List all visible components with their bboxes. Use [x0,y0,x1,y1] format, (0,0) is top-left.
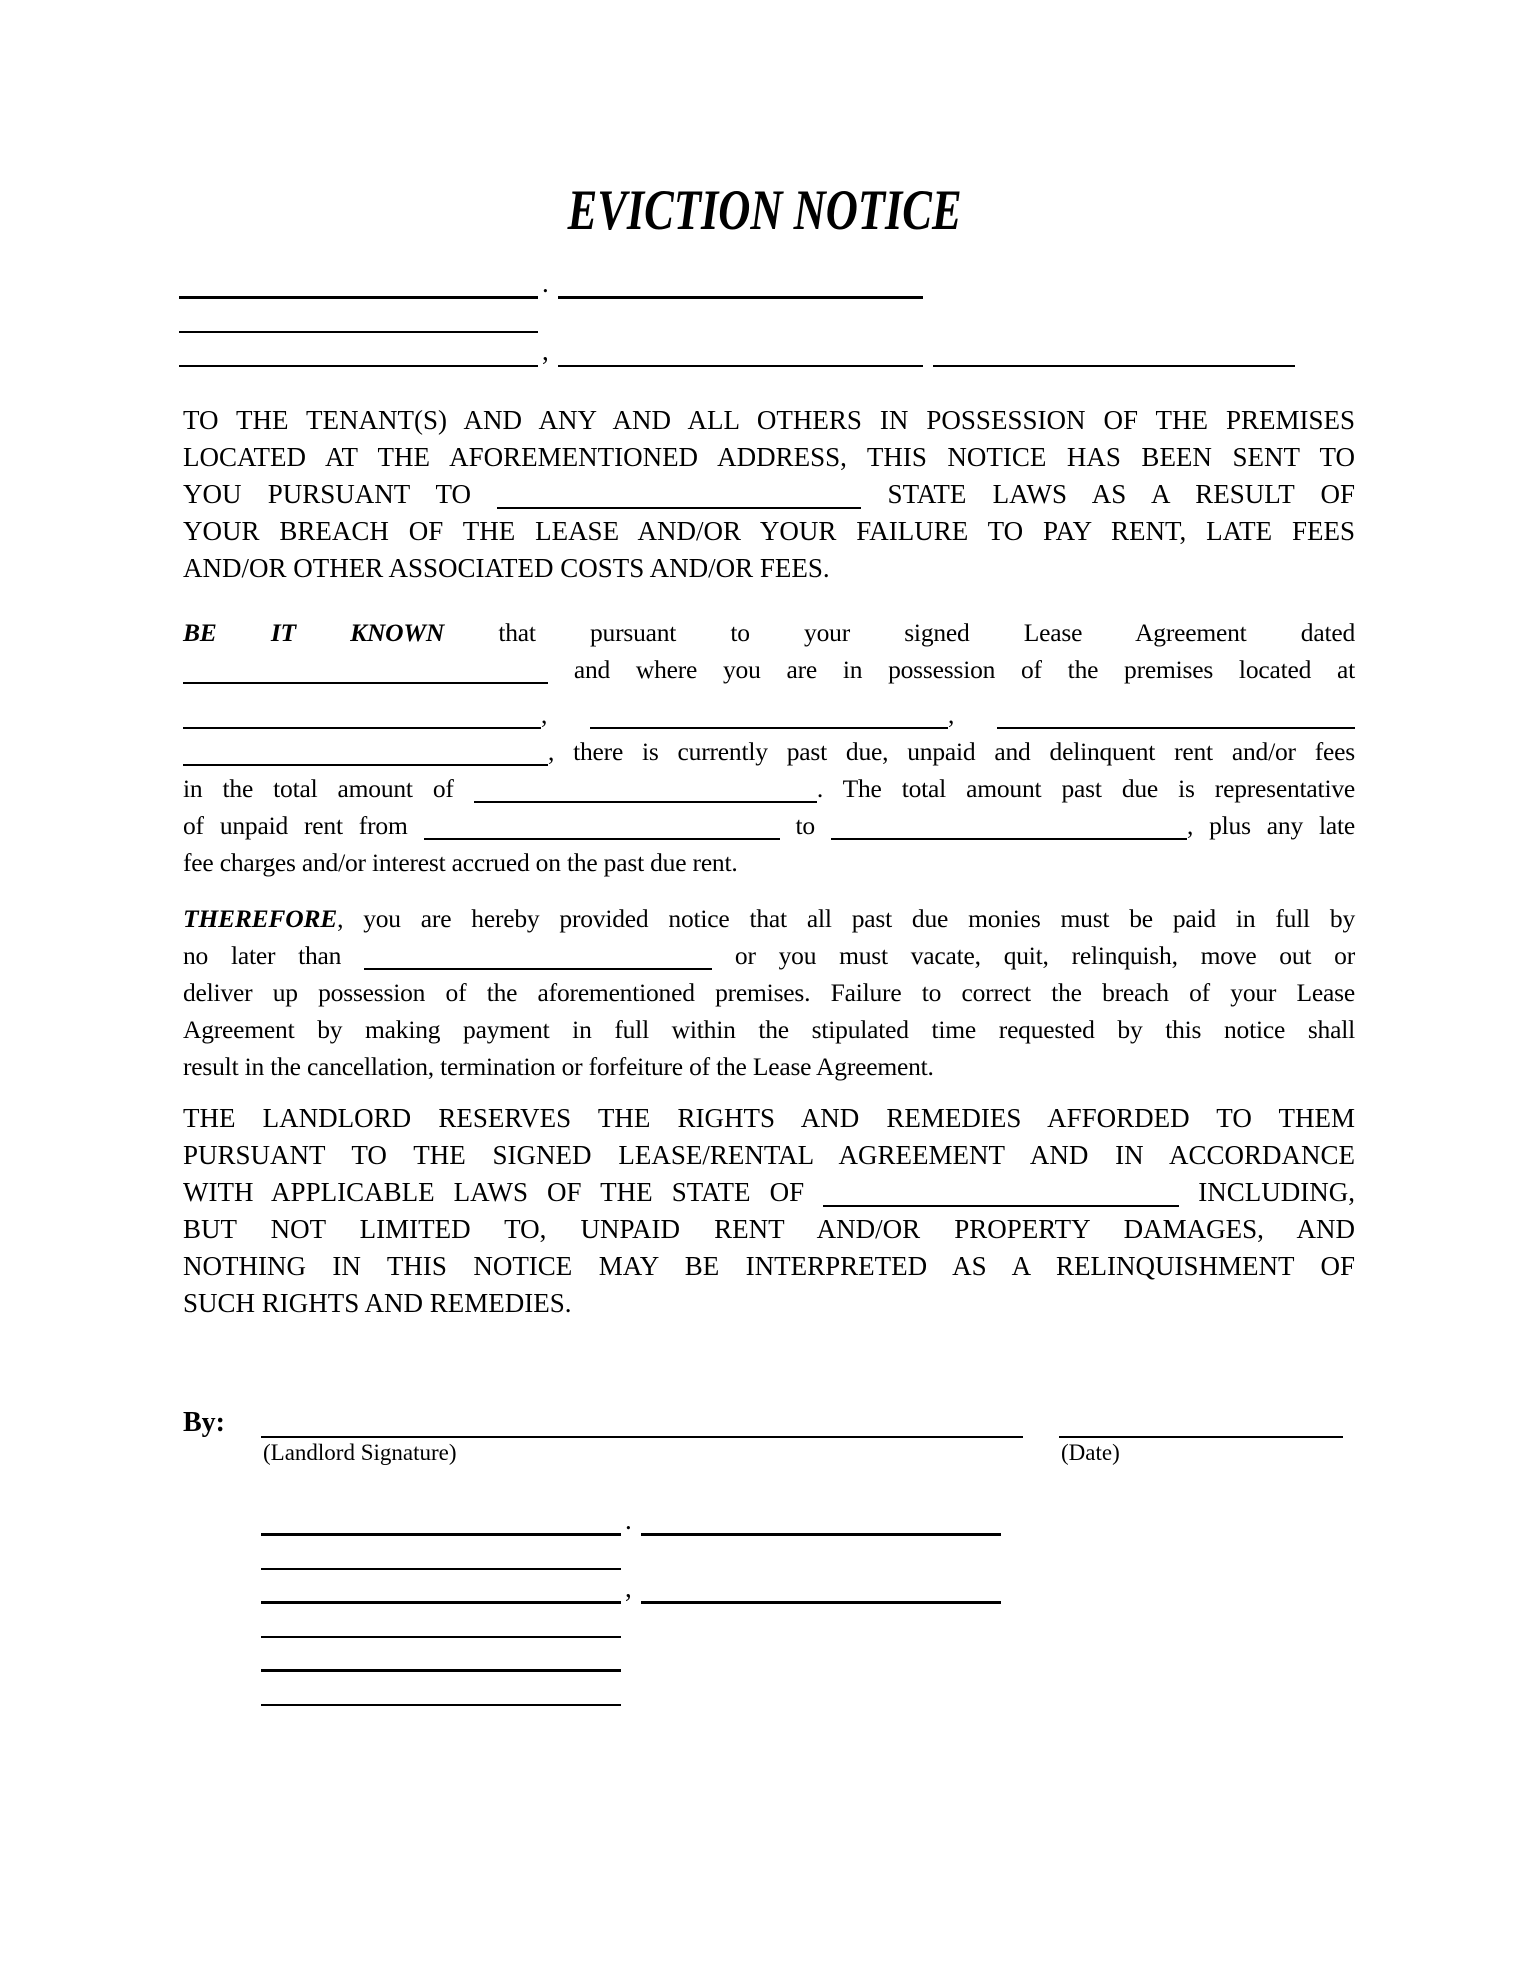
address-row-b2 [261,1536,1061,1570]
p2-line1-text: that pursuant to your signed Lease Agreement dated [498,618,1355,647]
blank-field-bottom-3b[interactable] [641,1571,1001,1604]
p3-line1-text: , you are hereby provided notice that all past due monies must be paid in full by [337,904,1355,933]
blank-rent-from-date-field[interactable] [424,815,780,841]
signature-labels [183,1438,1355,1468]
paragraph-landlord-rights [183,1100,1355,1322]
blank-field-bottom-6a[interactable] [261,1673,621,1706]
blank-applicable-state-field[interactable] [823,1180,1179,1207]
p1-line3 [183,476,1355,513]
p1-line2: LOCATED AT THE AFOREMENTIONED ADDRESS, THIS NOTICE HAS BEEN SENT TO [183,442,1355,472]
p4-line6: SUCH RIGHTS AND REMEDIES. [183,1288,572,1318]
p2-line2-text: and where you are in possession of the premises located at [573,655,1355,684]
paragraph-notice-to-tenant [183,402,1355,587]
p4-line3 [183,1174,1355,1211]
landlord-signature-line[interactable] [261,1408,1023,1438]
p4-line4: BUT NOT LIMITED TO, UNPAID RENT AND/OR PROPERTY DAMAGES, AND [183,1214,1355,1244]
p2-line2 [183,651,1355,688]
separator-comma-b: , [625,1573,632,1603]
signature-row [183,1408,1355,1438]
p4-line3-text-a: WITH APPLICABLE LAWS OF THE STATE OF [183,1177,805,1207]
sender-address-block [261,1502,1061,1706]
blank-field-bottom-4a[interactable] [261,1605,621,1638]
date-label: (Date) [1061,1440,1120,1465]
recipient-address-block [179,265,1369,367]
address-row-2 [179,299,1369,333]
blank-lease-date-field[interactable] [183,659,548,685]
address-row-b6 [261,1672,1061,1706]
blank-field-bottom-1a[interactable] [261,1503,621,1536]
blank-total-amount-field[interactable] [474,778,817,804]
p1-line4: YOUR BREACH OF THE LEASE AND/OR YOUR FAILURE TO PAY RENT, LATE FEES [183,516,1355,546]
p2-line5-text-a: in the total amount of [183,774,454,803]
p3-line4: Agreement by making payment in full within the stipulated time requested by this notice shall [183,1015,1355,1044]
signature-block [183,1408,1355,1468]
p2-line4-text: , there is currently past due, unpaid and delinquent rent and/or fees [548,737,1355,766]
p2-line5-text-b: . The total amount past due is representative [816,774,1355,803]
separator-comma: , [542,336,549,366]
p4-line3-text-b: INCLUDING, [1198,1177,1356,1207]
title-block [0,178,1530,243]
blank-field-bottom-1b[interactable] [641,1503,1001,1536]
p2-line3 [183,696,1355,733]
p3-line5: result in the cancellation, termination or forfeiture of the Lease Agreement. [183,1052,934,1081]
p2-line5 [183,770,1355,807]
blank-field-bottom-3a[interactable] [261,1571,621,1604]
separator-period: . [542,268,549,298]
p3-line2 [183,937,1355,974]
blank-field-top-2a[interactable] [179,300,538,333]
blank-rent-to-date-field[interactable] [831,815,1187,841]
p1-line3-text-b: STATE LAWS AS A RESULT OF [887,479,1356,509]
landlord-signature-label: (Landlord Signature) [263,1440,457,1465]
by-label: By: [183,1407,225,1438]
p2-line6-text-c: , plus any late [1186,811,1355,840]
p1-line3-text-a: YOU PURSUANT TO [183,479,472,509]
p2-line1 [183,614,1355,651]
paragraph-be-it-known [183,614,1355,881]
p2-line6-text-a: of unpaid rent from [183,811,408,840]
blank-field-top-1a[interactable] [179,266,538,299]
p1-line1: TO THE TENANT(S) AND ANY AND ALL OTHERS IN POSSESSION OF THE PREMISES [183,405,1355,435]
blank-pay-by-date-field[interactable] [364,945,712,971]
blank-premises-city-field[interactable] [590,704,948,730]
p3-line1 [183,900,1355,937]
p2-line4 [183,733,1355,770]
address-row-b1 [261,1502,1061,1536]
p3-line3: deliver up possession of the aforementioned premises. Failure to correct the breach of your Lease [183,978,1355,1007]
p2-line3-comma1: , [541,700,548,729]
p3-line2-text-a: no later than [183,941,342,970]
p2-line6-text-b: to [795,811,815,840]
blank-field-bottom-2a[interactable] [261,1537,621,1570]
address-row-1 [179,265,1369,299]
therefore-lead: THEREFORE [183,904,338,933]
paragraph-therefore [183,900,1355,1085]
p2-line7: fee charges and/or interest accrued on the past due rent. [183,848,738,877]
blank-premises-address-field[interactable] [183,704,541,730]
be-it-known-lead: BE IT KNOWN [183,618,445,647]
blank-premises-state-field[interactable] [997,704,1355,730]
p2-line3-comma2: , [948,700,955,729]
p4-line2: PURSUANT TO THE SIGNED LEASE/RENTAL AGREEMENT AND IN ACCORDANCE [183,1140,1355,1170]
separator-period-b: . [625,1505,632,1535]
address-row-b5 [261,1638,1061,1672]
blank-premises-zip-field[interactable] [183,741,548,767]
blank-field-top-3b[interactable] [558,334,923,367]
p1-line5: AND/OR OTHER ASSOCIATED COSTS AND/OR FEES. [183,553,830,583]
blank-field-top-3c[interactable] [933,334,1295,367]
blank-field-top-3a[interactable] [179,334,538,367]
address-row-3 [179,333,1369,367]
p4-line1: THE LANDLORD RESERVES THE RIGHTS AND REMEDIES AFFORDED TO THEM [183,1103,1355,1133]
blank-field-bottom-5a[interactable] [261,1639,621,1672]
blank-state-laws-field[interactable] [497,482,861,509]
p3-line2-text-b: or you must vacate, quit, relinquish, move out or [734,941,1355,970]
address-row-b4 [261,1604,1061,1638]
p2-line6 [183,807,1355,844]
page-title: EVICTION NOTICE [567,179,963,242]
date-line[interactable] [1059,1408,1343,1438]
blank-field-top-1b[interactable] [558,266,923,299]
p4-line5: NOTHING IN THIS NOTICE MAY BE INTERPRETED AS A RELINQUISHMENT OF [183,1251,1355,1281]
address-row-b3 [261,1570,1061,1604]
